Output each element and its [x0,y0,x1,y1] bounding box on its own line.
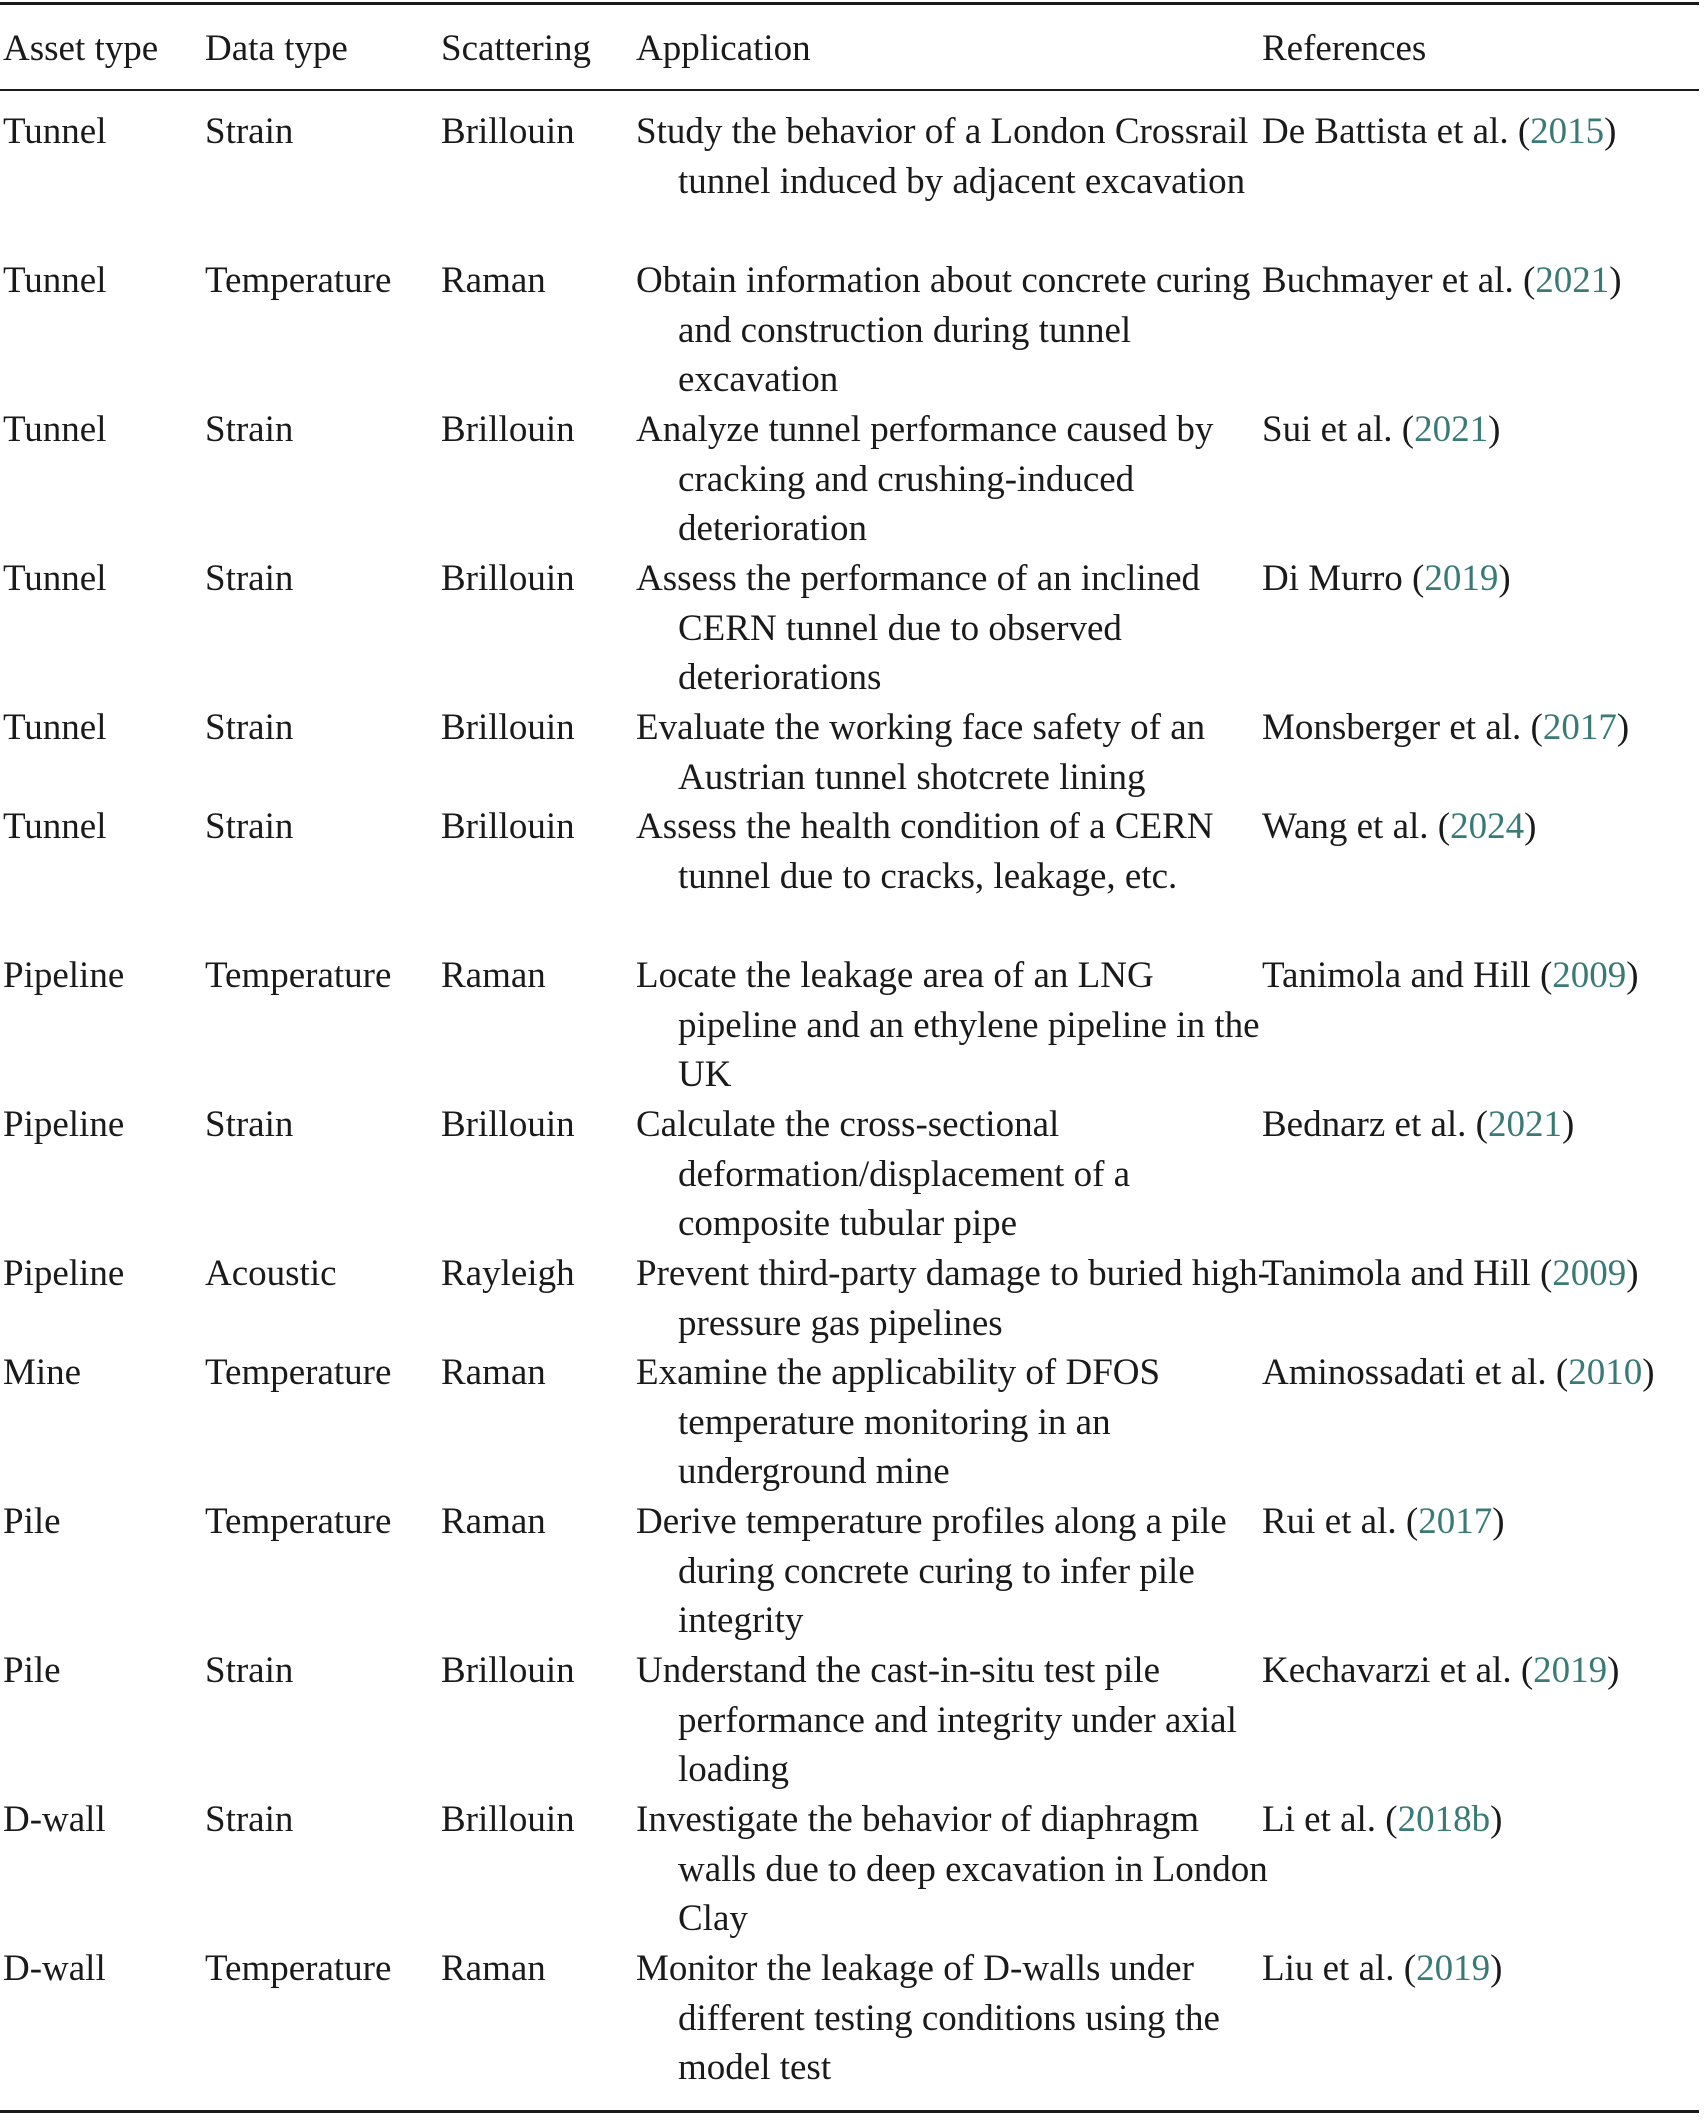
reference-year-link[interactable]: 2018b [1397,1799,1491,1840]
reference-authors: Tanimola and Hill [1262,955,1531,996]
reference-authors: Di Murro [1262,558,1403,599]
table-header-rule [0,89,1699,91]
cell-reference: Di Murro (2019) [1262,558,1511,599]
cell-scattering: Brillouin [441,111,575,152]
cell-scattering: Rayleigh [441,1253,575,1294]
reference-year-link[interactable]: 2017 [1418,1501,1493,1542]
header-references: References [1262,28,1427,69]
reference-authors: Aminossadati et al. [1262,1352,1547,1393]
cell-scattering: Brillouin [441,1799,575,1840]
cell-reference: Wang et al. (2024) [1262,806,1537,847]
cell-scattering: Brillouin [441,707,575,748]
cell-application: Investigate the behavior of diaphragm walls due to deep excavation in London Clay [636,1799,1268,1940]
reference-authors: Rui et al. [1262,1501,1397,1542]
table-top-rule [0,2,1699,5]
cell-asset-type: Tunnel [3,260,107,301]
cell-scattering: Brillouin [441,1104,575,1145]
cell-asset-type: Tunnel [3,558,107,599]
cell-application: Assess the performance of an inclined CERN tunnel due to observed deteriorations [636,558,1201,699]
reference-authors: Buchmayer et al. [1262,260,1514,301]
cell-asset-type: Pipeline [3,1104,125,1145]
reference-year-link[interactable]: 2010 [1568,1352,1643,1393]
reference-year-link[interactable]: 2009 [1552,955,1627,996]
header-data-type: Data type [205,28,348,69]
cell-data-type: Strain [205,558,294,599]
cell-scattering: Brillouin [441,409,575,450]
cell-application: Locate the leakage area of an LNG pipeline and an ethylene pipeline in the UK [636,955,1260,1096]
cell-scattering: Raman [441,260,546,301]
cell-data-type: Acoustic [205,1253,337,1294]
reference-authors: Li et al. [1262,1799,1377,1840]
header-asset-type: Asset type [3,28,159,69]
reference-authors: De Battista et al. [1262,111,1509,152]
cell-scattering: Raman [441,1501,546,1542]
cell-reference: Liu et al. (2019) [1262,1948,1503,1989]
cell-scattering: Brillouin [441,1650,575,1691]
reference-year-link[interactable]: 2024 [1450,806,1525,847]
cell-data-type: Strain [205,707,294,748]
cell-data-type: Strain [205,1799,294,1840]
cell-data-type: Temperature [205,955,392,996]
cell-asset-type: Pipeline [3,1253,125,1294]
reference-authors: Wang et al. [1262,806,1429,847]
cell-data-type: Strain [205,111,294,152]
cell-asset-type: Pipeline [3,955,125,996]
header-application: Application [636,28,811,69]
cell-reference: Sui et al. (2021) [1262,409,1501,450]
cell-application: Obtain information about concrete curing and construction during tunnel excavation [636,260,1251,401]
cell-reference: Bednarz et al. (2021) [1262,1104,1575,1145]
reference-year-link[interactable]: 2021 [1488,1104,1562,1145]
cell-scattering: Brillouin [441,806,575,847]
cell-asset-type: Tunnel [3,806,107,847]
cell-data-type: Temperature [205,1352,392,1393]
header-scattering: Scattering [441,28,592,69]
cell-data-type: Temperature [205,260,392,301]
cell-application: Monitor the leakage of D-walls under different testing conditions using the model test [636,1948,1220,2089]
cell-asset-type: Tunnel [3,409,107,450]
cell-application: Understand the cast-in-situ test pile performance and integrity under axial loading [636,1650,1237,1791]
cell-asset-type: Tunnel [3,707,107,748]
cell-application: Assess the health condition of a CERN tunnel due to cracks, leakage, etc. [636,806,1214,897]
reference-authors: Bednarz et al. [1262,1104,1467,1145]
cell-reference: Aminossadati et al. (2010) [1262,1352,1655,1393]
cell-scattering: Raman [441,955,546,996]
cell-application: Examine the applicability of DFOS temperature monitoring in an underground mine [636,1352,1161,1493]
cell-reference: Rui et al. (2017) [1262,1501,1505,1542]
cell-asset-type: Tunnel [3,111,107,152]
cell-application: Evaluate the working face safety of an Austrian tunnel shotcrete lining [636,707,1206,798]
cell-reference: Tanimola and Hill (2009) [1262,1253,1639,1294]
cell-data-type: Strain [205,1650,294,1691]
cell-data-type: Strain [205,409,294,450]
cell-application: Prevent third-party damage to buried high-pressure gas pipelines [636,1253,1270,1344]
reference-year-link[interactable]: 2021 [1414,409,1489,450]
cell-asset-type: Pile [3,1501,61,1542]
cell-reference: Kechavarzi et al. (2019) [1262,1650,1620,1691]
reference-year-link[interactable]: 2019 [1416,1948,1491,1989]
cell-scattering: Raman [441,1352,546,1393]
cell-application: Analyze tunnel performance caused by cracking and crushing-induced deterioration [636,409,1214,550]
cell-data-type: Temperature [205,1948,392,1989]
reference-authors: Tanimola and Hill [1262,1253,1531,1294]
cell-asset-type: Mine [3,1352,82,1393]
cell-scattering: Raman [441,1948,546,1989]
cell-reference: Buchmayer et al. (2021) [1262,260,1622,301]
reference-authors: Monsberger et al. [1262,707,1522,748]
reference-authors: Kechavarzi et al. [1262,1650,1512,1691]
cell-reference: De Battista et al. (2015) [1262,111,1617,152]
reference-year-link[interactable]: 2017 [1542,707,1617,748]
cell-scattering: Brillouin [441,558,575,599]
reference-year-link[interactable]: 2009 [1552,1253,1627,1294]
cell-asset-type: Pile [3,1650,61,1691]
cell-data-type: Strain [205,1104,294,1145]
cell-reference: Li et al. (2018b) [1262,1799,1503,1840]
cell-data-type: Temperature [205,1501,392,1542]
reference-year-link[interactable]: 2019 [1424,558,1499,599]
reference-year-link[interactable]: 2021 [1535,260,1610,301]
reference-year-link[interactable]: 2019 [1533,1650,1608,1691]
reference-year-link[interactable]: 2015 [1530,111,1605,152]
table-bottom-rule [0,2110,1699,2113]
cell-application: Study the behavior of a London Crossrail tunnel induced by adjacent excavation [636,111,1249,202]
cell-reference: Tanimola and Hill (2009) [1262,955,1639,996]
reference-authors: Sui et al. [1262,409,1393,450]
cell-asset-type: D-wall [3,1799,106,1840]
reference-authors: Liu et al. [1262,1948,1395,1989]
cell-reference: Monsberger et al. (2017) [1262,707,1630,748]
cell-application: Derive temperature profiles along a pile during concrete curing to infer pile integrity [636,1501,1227,1642]
cell-application: Calculate the cross-sectional deformation/displacement of a composite tubular pipe [636,1104,1131,1245]
cell-asset-type: D-wall [3,1948,106,1989]
cell-data-type: Strain [205,806,294,847]
table-header-row [0,24,1705,74]
